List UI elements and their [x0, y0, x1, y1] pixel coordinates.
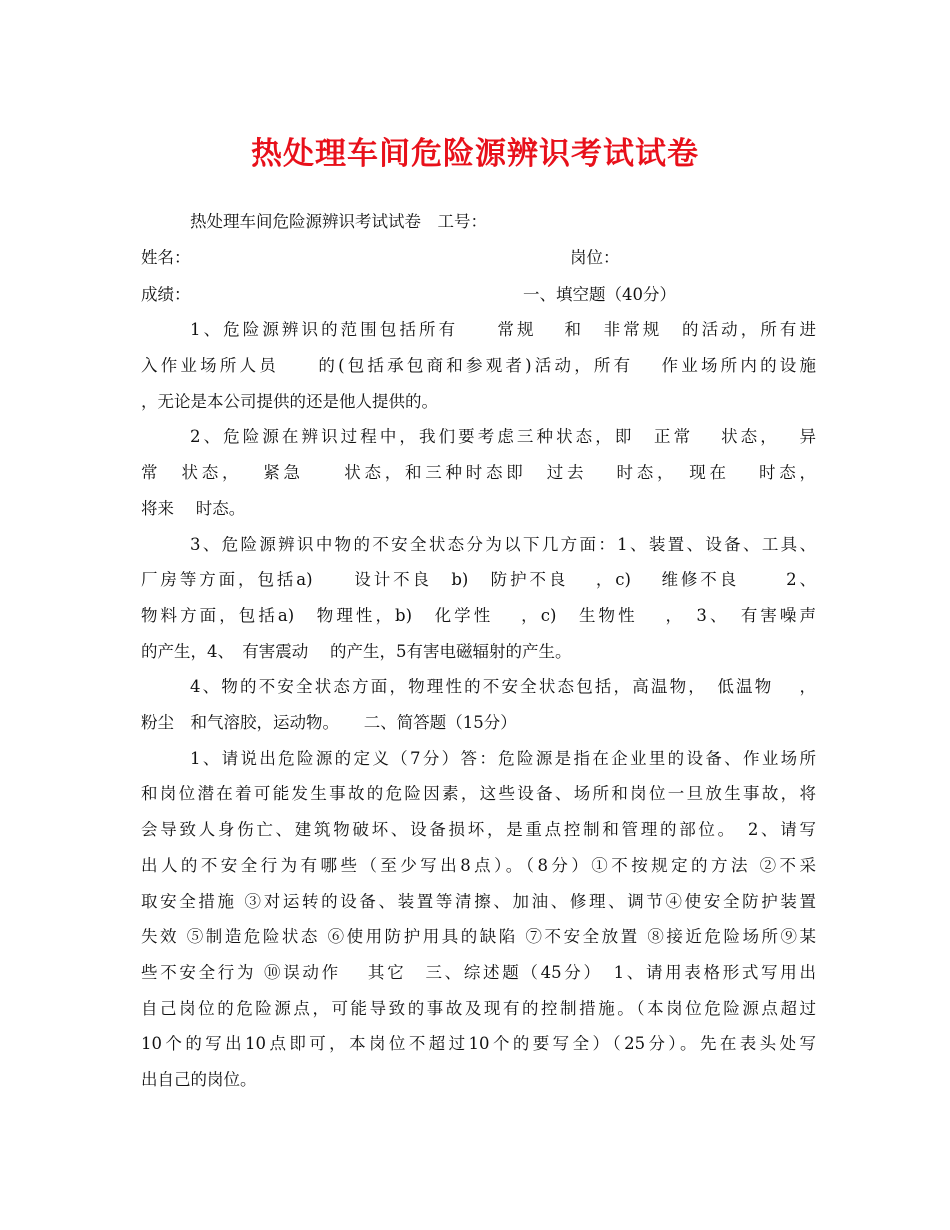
text-line: 和岗位潜在着可能发生事故的危险因素，这些设备、场所和岗位一旦放生事故，将 — [141, 784, 816, 803]
text-line: 将来 时态。 — [141, 499, 246, 518]
text-line: 出人的不安全行为有哪些（至少写出8点）。（8分）①不按规定的方法 ②不采 — [141, 856, 816, 875]
text-line: 取安全措施 ③对运转的设备、装置等清擦、加油、修理、调节④使安全防护装置 — [141, 892, 816, 911]
text-line: 失效 ⑤制造危险状态 ⑥使用防护用具的缺陷 ⑦不安全放置 ⑧接近危险场所⑨某 — [141, 927, 816, 946]
text-line: 物料方面，包括a) 物理性，b) 化学性 ，c) 生物性 ， 3、 有害噪声 — [141, 606, 816, 625]
text-line: 1、危险源辨识的范围包括所有 常规 和 非常规 的活动，所有进 — [190, 320, 816, 339]
text-line: 会导致人身伤亡、建筑物破坏、设备损坏，是重点控制和管理的部位。 2、请写 — [141, 820, 816, 839]
text-line: 1、请说出危险源的定义（7分）答：危险源是指在企业里的设备、作业场所 — [190, 749, 816, 768]
score-field-row — [141, 283, 816, 307]
text-line: 厂房等方面，包括a) 设计不良 b) 防护不良 ，c) 维修不良 2、 — [141, 570, 816, 589]
name-field-row — [141, 246, 816, 270]
position-label: 岗位： — [570, 248, 620, 267]
name-label: 姓名： — [141, 248, 191, 267]
text-line: 自己岗位的危险源点，可能导致的事故及现有的控制措施。（本岗位危险源点超过 — [141, 999, 816, 1018]
text-line: 粉尘 和气溶胶，运动物。 二、简答题（15分） — [141, 713, 517, 732]
text-line: 4、物的不安全状态方面，物理性的不安全状态包括，高温物， 低温物 ， — [190, 677, 816, 696]
section-heading: 一、填空题（40分） — [523, 285, 676, 304]
header-line: 热处理车间危险源辨识考试试卷 工号： — [190, 212, 487, 231]
text-line: 2、危险源在辨识过程中，我们要考虑三种状态，即 正常 状态， 异 — [190, 427, 816, 446]
text-line: 3、危险源辨识中物的不安全状态分为以下几方面：1、装置、设备、工具、 — [190, 535, 816, 554]
score-label: 成绩： — [141, 285, 191, 304]
text-line: 些不安全行为 ⑩误动作 其它 三、综述题（45分） 1、请用表格形式写用出 — [141, 963, 816, 982]
text-line: ，无论是本公司提供的还是他人提供的。 — [141, 392, 438, 411]
text-line: 常 状态， 紧急 状态，和三种时态即 过去 时态， 现在 时态， — [141, 463, 816, 482]
text-line: 出自己的岗位。 — [141, 1070, 257, 1089]
text-line: 的产生，4、 有害震动 的产生，5有害电磁辐射的产生。 — [141, 642, 572, 661]
text-line: 10个的写出10点即可，本岗位不超过10个的要写全）（25分）。先在表头处写 — [141, 1034, 816, 1053]
text-line: 入作业场所人员 的(包括承包商和参观者)活动，所有 作业场所内的设施 — [141, 356, 816, 375]
page-title: 热处理车间危险源辨识考试试卷 — [251, 136, 699, 172]
